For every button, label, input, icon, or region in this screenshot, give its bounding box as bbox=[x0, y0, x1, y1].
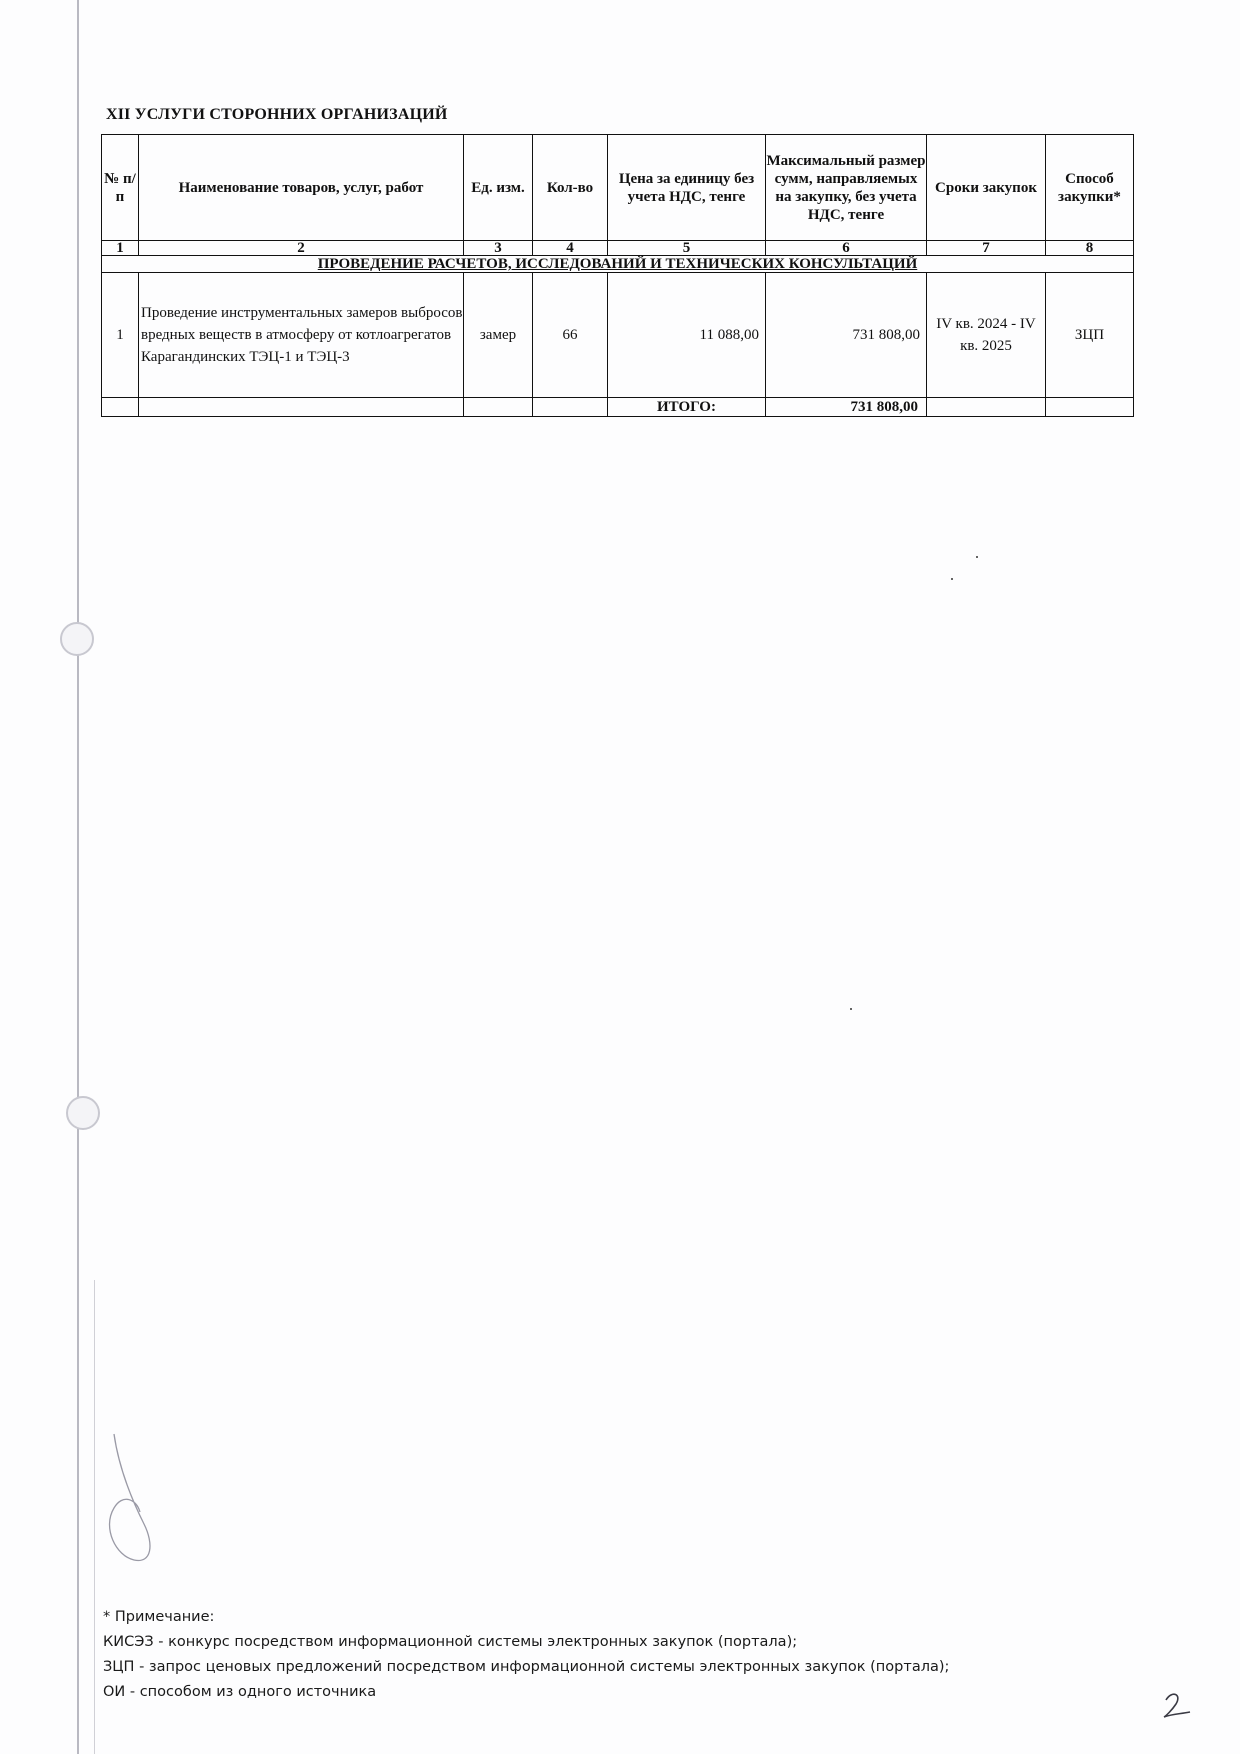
section-title: XII УСЛУГИ СТОРОННИХ ОРГАНИЗАЦИЙ bbox=[106, 106, 448, 123]
header-period: Сроки закупок bbox=[927, 135, 1046, 241]
punch-hole-bottom bbox=[66, 1096, 100, 1130]
note-line: ЗЦП - запрос ценовых предложений посредством информационной системы электронных закупок (портала); bbox=[103, 1659, 950, 1675]
notes-title: * Примечание: bbox=[103, 1609, 215, 1625]
row-period: IV кв. 2024 - IV кв. 2025 bbox=[927, 273, 1046, 398]
note-line: КИСЭЗ - конкурс посредством информационной системы электронных закупок (портала); bbox=[103, 1634, 798, 1650]
row-max-sum: 731 808,00 bbox=[766, 273, 927, 398]
total-empty-cell bbox=[464, 398, 533, 417]
total-empty-cell bbox=[139, 398, 464, 417]
row-name: Проведение инструментальных замеров выбросов вредных веществ в атмосферу от котлоагрегатов Карагандинских ТЭЦ-1 и ТЭЦ-3 bbox=[139, 273, 464, 398]
header-unit: Ед. изм. bbox=[464, 135, 533, 241]
total-label: ИТОГО: bbox=[608, 398, 766, 417]
header-price: Цена за единицу без учета НДС, тенге bbox=[608, 135, 766, 241]
handwritten-page-mark bbox=[1160, 1690, 1194, 1720]
row-price: 11 088,00 bbox=[608, 273, 766, 398]
column-number: 5 bbox=[608, 241, 766, 256]
category-title: ПРОВЕДЕНИЕ РАСЧЕТОВ, ИССЛЕДОВАНИЙ И ТЕХНИЧЕСКИХ КОНСУЛЬТАЦИЙ bbox=[102, 256, 1134, 273]
total-value: 731 808,00 bbox=[766, 398, 927, 417]
header-method: Способ закупки* bbox=[1046, 135, 1134, 241]
header-num: № п/п bbox=[102, 135, 139, 241]
table-header-row bbox=[102, 135, 1134, 241]
column-number: 3 bbox=[464, 241, 533, 256]
signature-mark bbox=[92, 1432, 182, 1572]
row-qty: 66 bbox=[533, 273, 608, 398]
total-empty-cell bbox=[1046, 398, 1134, 417]
scan-speck bbox=[850, 1008, 852, 1010]
column-number: 6 bbox=[766, 241, 927, 256]
scan-speck bbox=[951, 578, 953, 580]
notes bbox=[103, 1605, 949, 1705]
row-unit: замер bbox=[464, 273, 533, 398]
column-number: 7 bbox=[927, 241, 1046, 256]
column-number: 2 bbox=[139, 241, 464, 256]
scan-speck bbox=[976, 556, 978, 558]
note-line: ОИ - способом из одного источника bbox=[103, 1684, 377, 1700]
table-row bbox=[102, 273, 1134, 398]
binding-line bbox=[77, 0, 79, 1754]
header-name: Наименование товаров, услуг, работ bbox=[139, 135, 464, 241]
row-method: ЗЦП bbox=[1046, 273, 1134, 398]
total-empty-cell bbox=[533, 398, 608, 417]
header-qty: Кол-во bbox=[533, 135, 608, 241]
column-number-row bbox=[102, 241, 1134, 256]
procurement-table bbox=[101, 134, 1134, 417]
punch-hole-top bbox=[60, 622, 94, 656]
row-num: 1 bbox=[102, 273, 139, 398]
total-empty-cell bbox=[927, 398, 1046, 417]
header-max-sum: Максимальный размер сумм, направляемых на закупку, без учета НДС, тенге bbox=[766, 135, 927, 241]
column-number: 8 bbox=[1046, 241, 1134, 256]
column-number: 1 bbox=[102, 241, 139, 256]
total-row bbox=[102, 398, 1134, 417]
column-number: 4 bbox=[533, 241, 608, 256]
category-row bbox=[102, 256, 1134, 273]
total-empty-cell bbox=[102, 398, 139, 417]
